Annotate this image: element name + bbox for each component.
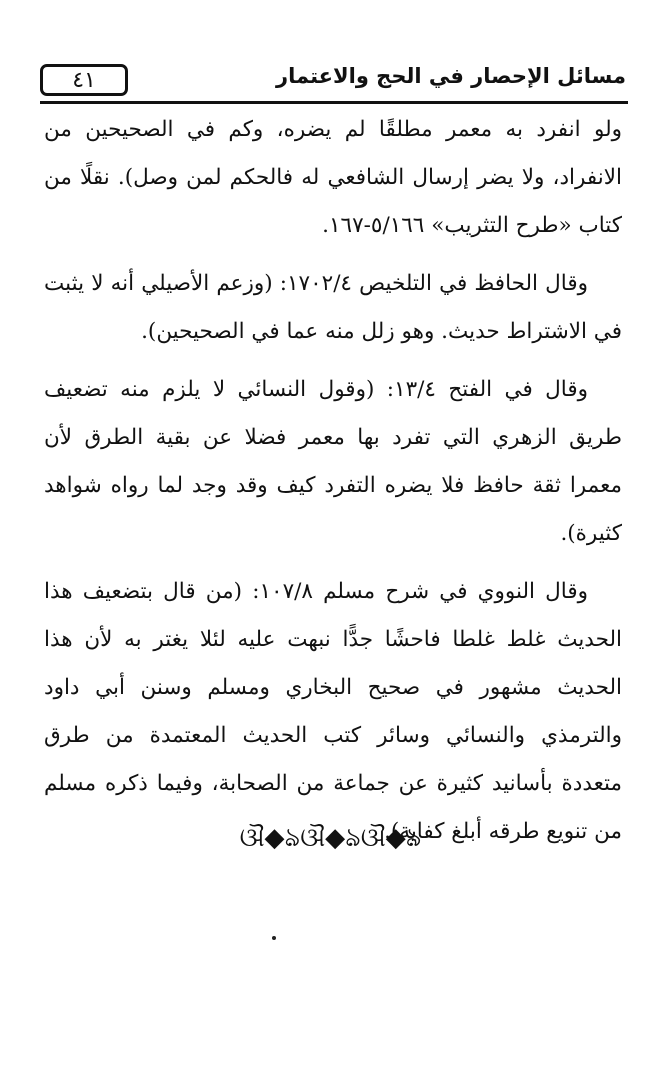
page-number: ٤١ — [40, 64, 128, 96]
header-rule — [40, 101, 628, 104]
body-text — [44, 106, 622, 866]
stray-dot — [272, 936, 276, 940]
paragraph: وقال الحافظ في التلخيص ١٧٠٢/٤: (وزعم الأصيلي أنه لا يثبت في الاشتراط حديث. وهو زلل منه عما في الصحيحين). — [44, 271, 622, 344]
page-header — [40, 60, 628, 102]
running-title: مسائل الإحصار في الحج والاعتمار — [276, 64, 626, 88]
paragraph: وقال في الفتح ١٣/٤: (وقول النسائي لا يلزم منه تضعيف طريق الزهري التي تفرد بها معمر فضلا عن بقية الطرق لأن معمرا ثقة حافظ فلا يضره التفرد كيف وقد وجد لما رواه شواهد كثيرة). — [44, 377, 622, 546]
paragraph: ولو انفرد به معمر مطلقًا لم يضره، وكم في الصحيحين من الانفراد، ولا يضر إرسال الشافعي له فالحكم لمن وصل). نقلًا من كتاب «طرح التثريب» ٥/١٦٦-١٦٧. — [44, 117, 622, 238]
paragraph: وقال النووي في شرح مسلم ١٠٧/٨: (من قال بتضعيف هذا الحديث غلط غلطا فاحشًا جدًّا نبهت عليه لئلا يغتر به لأن هذا الحديث مشهور في صحيح البخاري ومسلم وسنن أبي داود والترمذي والنسائي وسائر كتب الحديث المعتمدة من طرق متعددة بأسانيد كثيرة عن جماعة من الصحابة، وفيما ذكره مسلم من تنويع طرقه أبلغ كفاية). — [44, 579, 622, 844]
section-ornament: ଔ◆ঌଔ◆ঌଔ◆ঌ — [239, 823, 422, 853]
